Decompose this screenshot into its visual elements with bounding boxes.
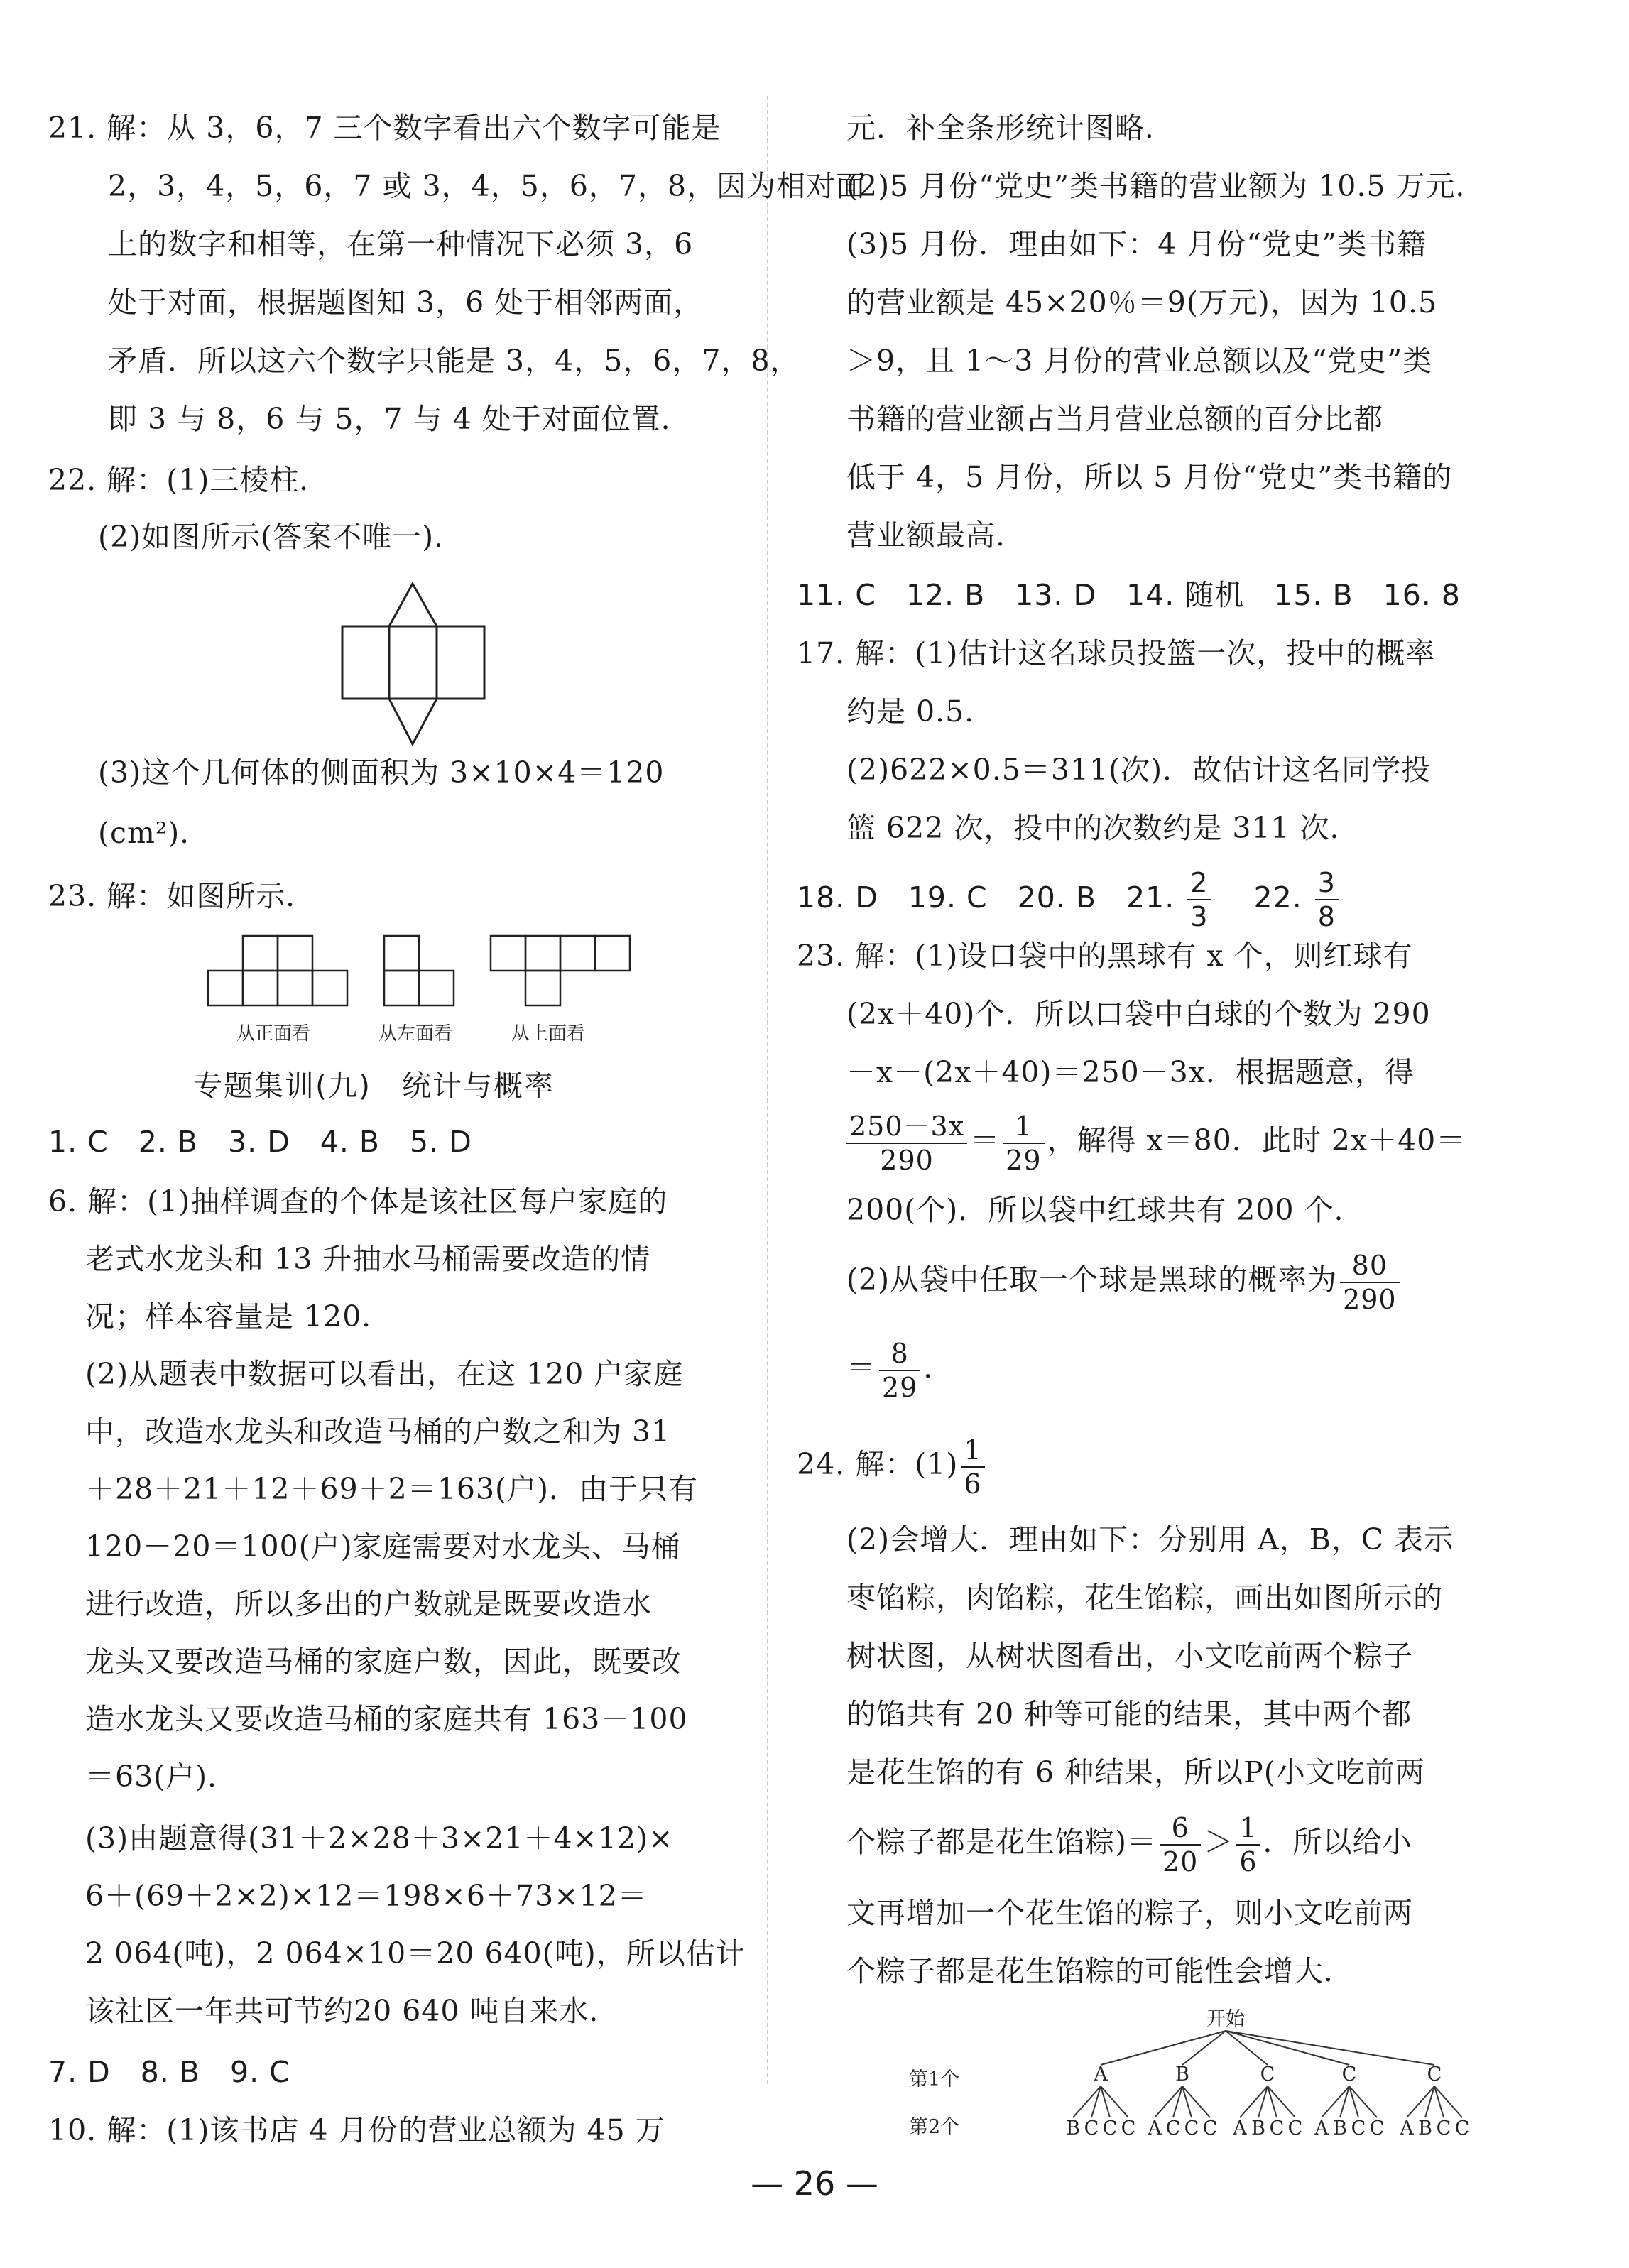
- equation-text: 24. 解：(1): [797, 1447, 959, 1481]
- text-line: (3)这个几何体的侧面积为 3×10×4＝120: [98, 756, 665, 790]
- fraction: [961, 1436, 984, 1498]
- text-line: 枣馅粽，肉馅粽，花生馅粽，画出如图所示的: [846, 1581, 1443, 1615]
- view-caption-left: 从左面看: [378, 1023, 453, 1045]
- text-line: 的馅共有 20 种等可能的结果，其中两个都: [846, 1697, 1412, 1731]
- tree-level2-node: C: [1369, 2117, 1385, 2139]
- text-line: 200(个)．所以袋中红球共有 200 个．: [846, 1193, 1364, 1227]
- text-line: 个粽子都是花生馅粽的可能性会增大．: [846, 1954, 1353, 1988]
- text-line: 约是 0.5．: [846, 694, 995, 729]
- fraction: [1160, 1811, 1201, 1877]
- text-line: (2x＋40)个．所以口袋中白球的个数为 290: [846, 997, 1431, 1031]
- text-line: 是花生馅的有 6 种结果，所以P(小文吃前两: [846, 1755, 1425, 1789]
- text-line: 篮 622 次，投中的次数约是 311 次．: [846, 811, 1360, 845]
- text-line: ＋28＋21＋12＋69＋2＝163(户)．由于只有: [85, 1472, 699, 1506]
- text-line: 低于 4，5 月份，所以 5 月份“党史”类书籍的: [846, 460, 1453, 494]
- three-views-figure: [202, 930, 650, 1014]
- text-line: 22. 解：(1)三棱柱．: [48, 463, 329, 497]
- tree-level2-node: C: [1351, 2117, 1366, 2139]
- text-line: 6. 解：(1)抽样调查的个体是该社区每户家庭的: [48, 1184, 668, 1218]
- text-line: 6＋(69＋2×2)×12＝198×6＋73×12＝: [85, 1879, 648, 1913]
- tree-level2-node: C: [1102, 2117, 1118, 2139]
- fraction: [1003, 1110, 1044, 1176]
- text-line: 中，改造水龙头和改造马桶的户数之和为 31: [85, 1414, 671, 1449]
- text-line: 矛盾．所以这六个数字只能是 3，4，5，6，7，8，: [108, 344, 800, 378]
- text-line: 文再增加一个花生馅的粽子，则小文吃前两: [846, 1896, 1413, 1930]
- tree-level1-node: B: [1175, 2063, 1189, 2086]
- text-line: 21. 解：从 3，6，7 三个数字看出六个数字可能是: [48, 111, 721, 145]
- tree-level2-node: C: [1121, 2117, 1136, 2139]
- text-line: (2)会增大．理由如下：分别用 A，B，C 表示: [846, 1522, 1454, 1556]
- text-line: (2)从题表中数据可以看出，在这 120 户家庭: [85, 1357, 684, 1391]
- text-line: 书籍的营业额占当月营业总额的百分比都: [846, 402, 1383, 436]
- text-line: 造水龙头又要改造马桶的家庭共有 163－100: [85, 1702, 688, 1736]
- equation-line: [846, 1332, 953, 1403]
- text-line: 17. 解：(1)估计这名球员投篮一次，投中的概率: [797, 636, 1436, 670]
- equation-text: (2)从袋中任取一个球是黑球的概率为: [846, 1263, 1338, 1297]
- equation-text: ．所以给小: [1263, 1825, 1412, 1859]
- text-line: 10. 解：(1)该书店 4 月份的营业总额为 45 万: [48, 2113, 665, 2147]
- text-line: (2)如图所示(答案不唯一)．: [98, 520, 464, 554]
- answers-text: 22.: [1224, 881, 1302, 915]
- text-line: ＝63(户)．: [85, 1760, 238, 1794]
- fraction-numerator: 3: [1317, 867, 1336, 898]
- text-line: 120－20＝100(户)家庭需要对水龙头、马桶: [85, 1530, 681, 1564]
- tree-level2-node: A: [1400, 2117, 1414, 2139]
- text-line: (cm²)．: [98, 816, 210, 850]
- fraction: [1236, 1811, 1260, 1877]
- tree-level2-node: A: [1148, 2117, 1162, 2139]
- fraction-denominator: 6: [1236, 1844, 1260, 1875]
- text-line: 元．补全条形统计图略．: [846, 111, 1175, 145]
- fraction-denominator: 6: [961, 1466, 984, 1498]
- tree-level2-node: B: [1333, 2117, 1347, 2139]
- text-line: (2)5 月份“党史”类书籍的营业额为 10.5 万元．: [846, 169, 1486, 203]
- fraction: [1315, 869, 1339, 930]
- text-line: 上的数字和相等，在第一种情况下必须 3，6: [108, 227, 694, 261]
- text-line: 11. C 12. B 13. D 14. 随机 15. B 16. 8: [797, 578, 1461, 612]
- text-line: 况；样本容量是 120．: [85, 1299, 392, 1334]
- text-line: 进行改造，所以多出的户数就是既要改造水: [85, 1587, 652, 1621]
- view-caption-front: 从正面看: [236, 1023, 311, 1045]
- tree-level1-label: 第1个: [909, 2068, 960, 2090]
- section-title: 专题集训(九) 统计与概率: [193, 1069, 555, 1103]
- tree-diagram: [909, 2004, 1491, 2146]
- text-line: (3)5 月份．理由如下：4 月份“党史”类书籍: [846, 227, 1427, 261]
- tree-level2-node: A: [1233, 2117, 1247, 2139]
- tree-level1-node: C: [1341, 2063, 1357, 2086]
- fraction-denominator: 290: [846, 1143, 967, 1174]
- text-line: 7. D 8. B 9. C: [48, 2055, 290, 2089]
- fraction-numerator: 8: [890, 1337, 909, 1369]
- tree-level2-node: C: [1454, 2117, 1470, 2139]
- equation-text: 个粽子都是花生馅粽)＝: [846, 1825, 1157, 1859]
- text-line: 营业额最高．: [846, 518, 1025, 552]
- tree-root-label: 开始: [1206, 2008, 1245, 2030]
- fraction-numerator: 250－3x: [849, 1110, 965, 1142]
- fraction: [1187, 869, 1211, 930]
- text-line: (3)由题意得(31＋2×28＋3×21＋4×12)×: [85, 1821, 674, 1855]
- tree-level2-node: C: [1184, 2117, 1199, 2139]
- fraction-denominator: 3: [1187, 899, 1211, 930]
- text-line: 老式水龙头和 13 升抽水马桶需要改造的情: [85, 1242, 651, 1276]
- equation-line: [846, 1806, 1412, 1877]
- text-line: 23. 解：(1)设口袋中的黑球有 x 个，则红球有: [797, 939, 1413, 973]
- tree-level2-node: B: [1418, 2117, 1432, 2139]
- text-line: 处于对面，根据题图知 3，6 处于相邻两面，: [108, 285, 704, 320]
- text-line: 树状图，从树状图看出，小文吃前两个粽子: [846, 1639, 1413, 1673]
- tree-level1-node: A: [1094, 2063, 1108, 2086]
- fraction-numerator: 1: [964, 1434, 982, 1466]
- greater-than-sign: ＞: [1204, 1825, 1234, 1859]
- view-caption-top: 从上面看: [511, 1023, 586, 1045]
- tree-branch: [1101, 2031, 1226, 2065]
- fraction-numerator: 1: [1014, 1110, 1033, 1142]
- text-line: ＞9，且 1～3 月份的营业总额以及“党史”类: [846, 344, 1433, 378]
- text-line: 即 3 与 8，6 与 5，7 与 4 处于对面位置．: [108, 402, 691, 436]
- equals-sign: ＝: [970, 1123, 1001, 1157]
- fraction-denominator: 29: [1003, 1143, 1044, 1174]
- tree-level2-node: C: [1084, 2117, 1099, 2139]
- text-line: 1. C 2. B 3. D 4. B 5. D: [48, 1125, 472, 1159]
- equation-line: [846, 1244, 1402, 1315]
- equation-line: [844, 1105, 1466, 1176]
- tree-level2-label: 第2个: [909, 2116, 960, 2138]
- answers-line-18-22: [797, 862, 1341, 933]
- text-line: 2，3，4，5，6，7 或 3，4，5，6，7，8，因为相对面: [108, 169, 866, 203]
- text-line: 的营业额是 45×20％＝9(万元)，因为 10.5: [846, 285, 1438, 320]
- fraction: [1340, 1249, 1400, 1315]
- fraction-numerator: 80: [1351, 1249, 1388, 1281]
- fraction-denominator: 290: [1340, 1282, 1400, 1313]
- tree-level2-node: C: [1165, 2117, 1181, 2139]
- tree-level2-node: C: [1269, 2117, 1285, 2139]
- fraction-numerator: 1: [1239, 1811, 1258, 1843]
- fraction: [846, 1110, 967, 1176]
- answers-text: 18. D 19. C 20. B 21.: [797, 881, 1175, 915]
- text-line: 该社区一年共可节约20 640 吨自来水．: [85, 1994, 619, 2028]
- tree-level2-node: C: [1202, 2117, 1218, 2139]
- fraction-denominator: 8: [1315, 899, 1339, 930]
- text-line: 龙头又要改造马桶的家庭户数，因此，既要改: [85, 1645, 682, 1679]
- tree-level2-node: C: [1287, 2117, 1303, 2139]
- equation-text: ．: [923, 1351, 954, 1385]
- prism-net-figure: [334, 575, 497, 767]
- tree-level2-node: A: [1314, 2117, 1329, 2139]
- equals-sign: ＝: [846, 1351, 876, 1385]
- tree-branch: [1182, 2031, 1226, 2065]
- tree-level2-node: B: [1066, 2117, 1080, 2139]
- equation-line: [797, 1429, 988, 1500]
- text-line: －x－(2x＋40)＝250－3x．根据题意，得: [846, 1055, 1415, 1089]
- page-number: — 26 —: [751, 2164, 878, 2203]
- fraction-numerator: 2: [1190, 867, 1209, 898]
- fraction-denominator: 29: [879, 1370, 920, 1401]
- text-line: 2 064(吨)，2 064×10＝20 640(吨)，所以估计: [85, 1936, 746, 1970]
- equation-text: ，解得 x＝80．此时 2x＋40＝: [1047, 1123, 1466, 1157]
- fraction-denominator: 20: [1160, 1844, 1201, 1875]
- text-line: 23. 解：如图所示．: [48, 879, 316, 913]
- tree-level2-node: C: [1436, 2117, 1451, 2139]
- text-line: (2)622×0.5＝311(次)．故估计这名同学投: [846, 753, 1432, 787]
- fraction: [879, 1337, 920, 1403]
- tree-level1-node: C: [1427, 2063, 1442, 2086]
- column-divider: [767, 96, 768, 2084]
- fraction-numerator: 6: [1171, 1811, 1189, 1843]
- tree-level1-node: C: [1260, 2063, 1275, 2086]
- tree-level2-node: B: [1251, 2117, 1265, 2139]
